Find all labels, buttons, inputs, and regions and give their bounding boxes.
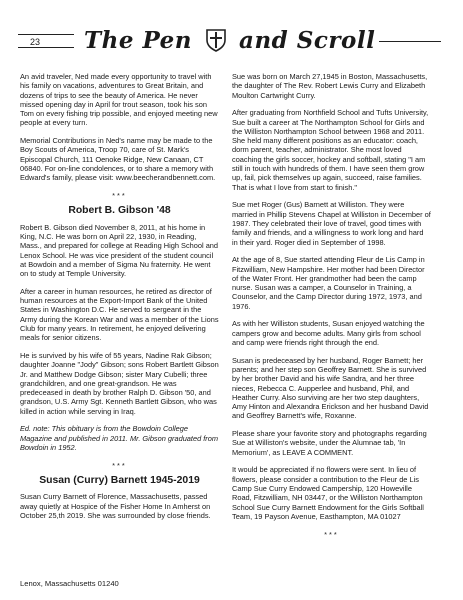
footer-address: Lenox, Massachusetts 01240 bbox=[20, 579, 119, 588]
paragraph: Please share your favorite story and photographs regarding Sue at Williston's website, under the Alumnae tab, 'In Memorium', as LEAVE A COMMENT. bbox=[232, 429, 427, 457]
paragraph: Robert B. Gibson died November 8, 2011, at his home in King, N.C. He was born on April 22, 1930, in Reading, Mass., and prepared for college at Reading High School and Lenox School. He was vice president of the student council at Bowdoin and a member of Sigma Nu fraternity. He went on to study at Temple University. bbox=[20, 222, 219, 279]
paragraph: At the age of 8, Sue started attending Fleur de Lis Camp in Fitzwilliam, New Hampshire. Her mother had been Director of the Water Front. Her grandmother had been the camp nurse. Susan was a camper, a Counselor in Training, a Counselor, and the Camp Director during 1972, 1973, and 1976. bbox=[232, 255, 425, 311]
masthead-title bbox=[84, 27, 375, 54]
header-rule bbox=[379, 41, 441, 42]
masthead-right-text: and Scroll bbox=[239, 27, 376, 54]
crest-icon bbox=[205, 28, 227, 52]
paragraph: After a career in human resources, he retired as director of human resources at the Export-Import Bank of the United States in Washington D.C. He served to sergeant in the Army during the Korean War and was a member of the Lions Club for many years. In retirement, he enjoyed delivering meals for senior citizens. bbox=[20, 286, 219, 343]
paragraph: Sue met Roger (Gus) Barnett at Williston. They were married in Phillip Stevens Chapel at Williston in December of 1987. They celebrated their love of travel, good times with family and friends, and a willingness to work long and hard in their yard. Roger died in September of 1998. bbox=[232, 200, 431, 247]
paragraph: Sue was born on March 27,1945 in Boston, Massachusetts, the daughter of The Rev. Robert Lewis Curry and Elizabeth Moulton Cartwright Curry. bbox=[232, 72, 428, 100]
section-divider: *** bbox=[112, 460, 127, 470]
left-column bbox=[20, 72, 219, 529]
paragraph: It would be appreciated if no flowers were sent. In lieu of flowers, please consider a contribution to the Fleur de Lis Camp Sue Curry Endowed Campership, 120 Howeville Road, Fitzwilliam, NH 03447, or the Williston Northampton School Sue Curry Barnett Endowment for the Girls Softball Team, 19 Payson Avenue, Easthampton, MA 01027 bbox=[232, 465, 424, 521]
paragraph: He is survived by his wife of 55 years, Nadine Rak Gibson; daughter Joanne "Jody" Gibson; sons Robert Bartlett Gibson Jr. and Matthew Dodge Gibson; sister Mary Cubelli; three grandchildren, and one great-grandson. He was predeceased in death by brother Ralph D. Gibson '50, and grandson, U.S. Army Sgt. Kenneth Bartlett Gibson, who was killed in action while serving in Iraq. bbox=[20, 350, 219, 416]
section-divider: *** bbox=[324, 529, 339, 539]
paragraph: Memorial Contributions in Ned's name may be made to the Boy Scouts of America, Troop 70, care of St. Mark's Episcopal Church, 111 Oenoke Ridge, New Canaan, CT 06840. For on-line condolences, or to share a memory with Edward's family, please visit: www.beecherandbennett.com. bbox=[20, 136, 216, 183]
paragraph: Susan is predeceased by her husband, Roger Barnett; her parents; and her step son Geoffrey Barnett. She is survived by her brother David and his wife Sandra, and her three nieces, Rebecca C. Aupperlee and husband, Phil, and Heather Curry. Also surviving are her two step daughters, Amy Hinton and Alexandra Erickson and her husband David and Geoffrey Barnett's wife, Roxanne. bbox=[232, 355, 429, 421]
section-divider: *** bbox=[112, 191, 127, 201]
masthead-left-text: The Pen bbox=[84, 27, 193, 54]
paragraph: After graduating from Northfield School and Tufts University, Sue built a career at The Northampton School for Girls and the Williston Northampton School between 1968 and 2011. She held many different positions as an educator: coach, dorm parent, teacher, administrator. She most loved coaching the girls soccer, hockey and softball, stating "I am still in touch with hundreds of them. I have seen them grow up, fail, pick themselves up again, succeed, raise families. That is what I love from start to finish." bbox=[232, 108, 429, 192]
paragraph: An avid traveler, Ned made every opportunity to travel with his family on vacations, adventures to Great Britain, and dozens of trips to see the beauty of America. He never missed opening day in April for trout season, took his son Tom on every fishing trip possible, and enjoyed meeting new people at every turn. bbox=[20, 72, 218, 128]
page-number: 23 bbox=[18, 34, 74, 48]
obituary-heading-gibson: Robert B. Gibson '48 bbox=[68, 205, 171, 217]
page-header bbox=[0, 0, 463, 56]
paragraph: Susan Curry Barnett of Florence, Massachusetts, passed away quietly at Hospice of the Fisher Home In Amherst on October 25,th 2019. She was surrounded by close friends. bbox=[20, 492, 211, 520]
paragraph: As with her Williston students, Susan enjoyed watching the campers grow and become adults. Many girls from school and camp were friends right through the end. bbox=[232, 319, 425, 347]
editor-note: Ed. note: This obituary is from the Bowdoin College Magazine and published in 2011. Mr. Gibson graduated from Bowdoin in 1952. bbox=[20, 424, 219, 453]
obituary-heading-barnett: Susan (Curry) Barnett 1945-2019 bbox=[39, 475, 200, 487]
right-column bbox=[232, 72, 431, 545]
